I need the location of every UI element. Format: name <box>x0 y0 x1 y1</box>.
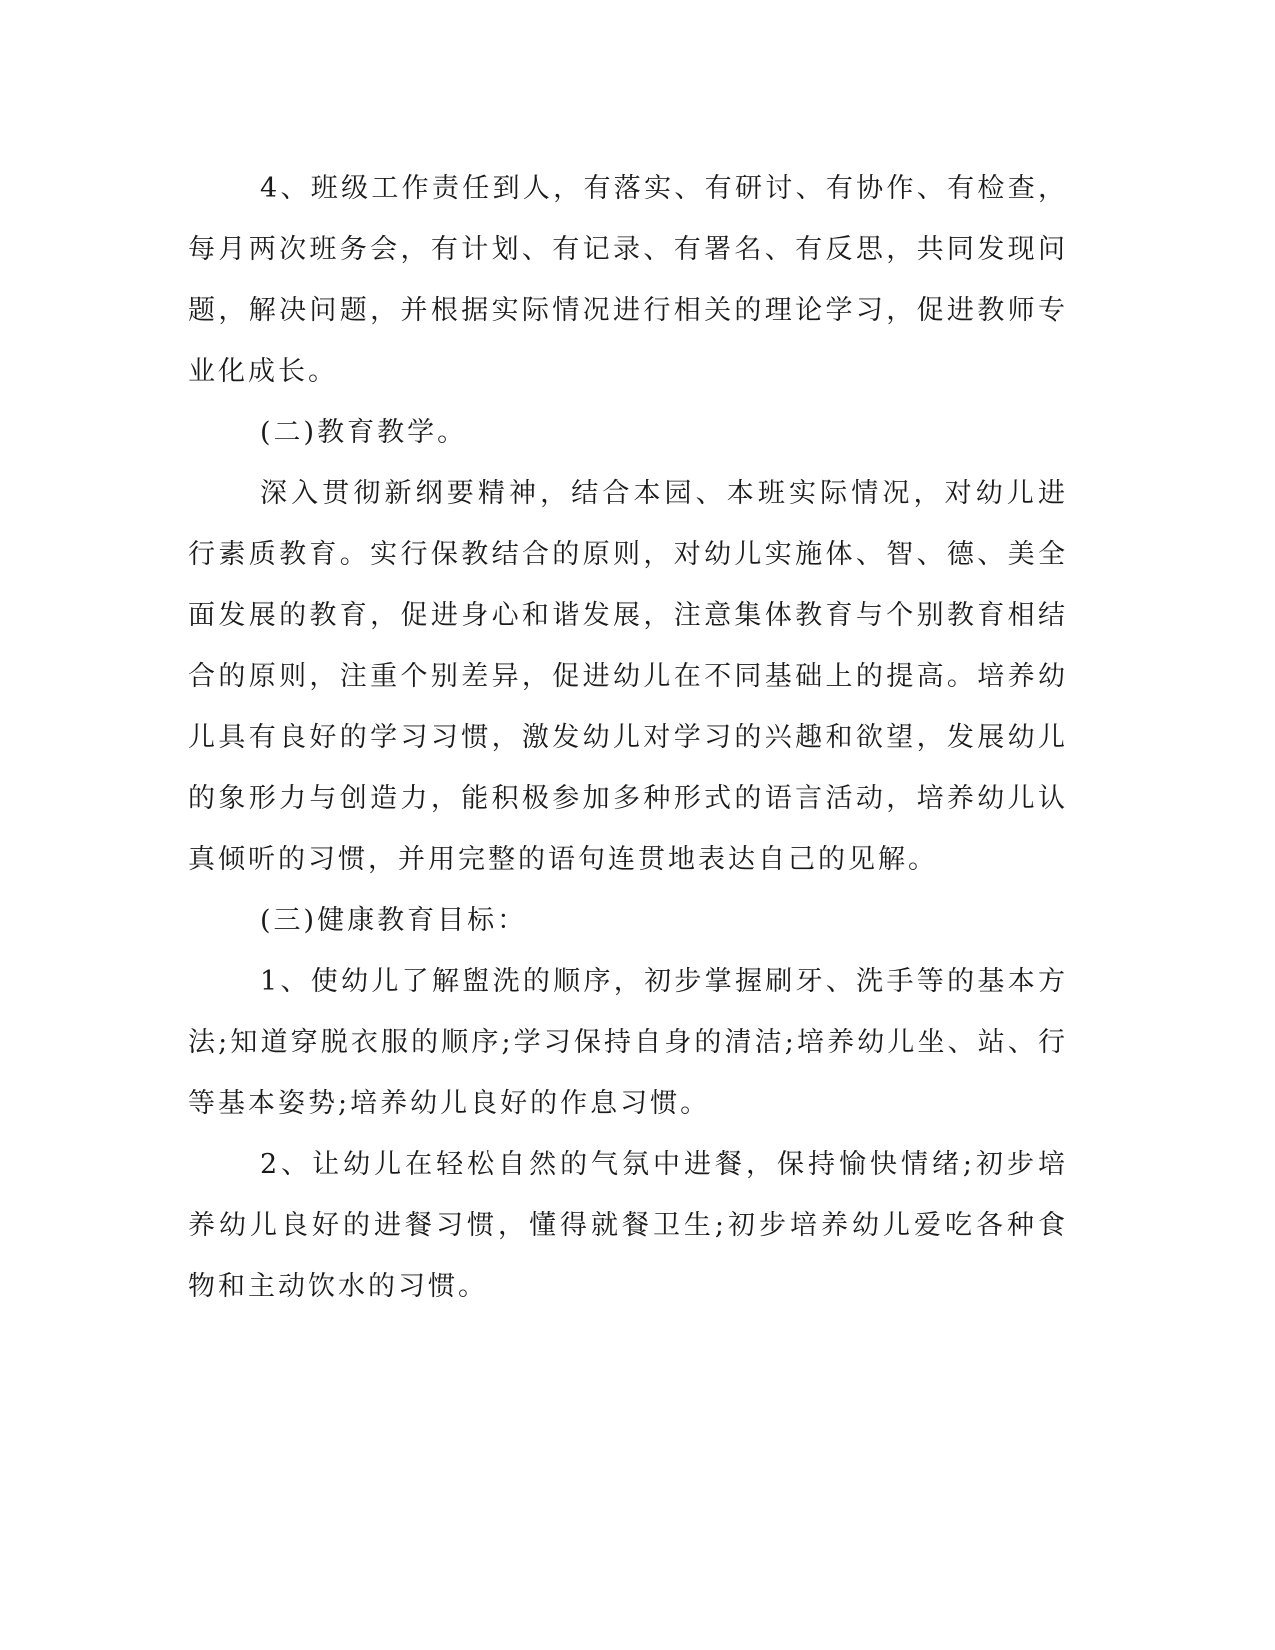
heading-education-teaching: (二)教育教学。 <box>260 417 468 448</box>
paragraph-dining-goals: 2、让幼儿在轻松自然的气氛中进餐，保持愉快情绪;初步培养幼儿良好的进餐习惯，懂得就餐卫生;初步培养幼儿爱吃各种食物和主动饮水的习惯。 <box>188 1149 1068 1302</box>
heading-health-education-goals: (三)健康教育目标： <box>260 905 528 936</box>
paragraph-hygiene-goals: 1、使幼儿了解盥洗的顺序，初步掌握刷牙、洗手等的基本方法;知道穿脱衣服的顺序;学习保持自身的清洁;培养幼儿坐、站、行等基本姿势;培养幼儿良好的作息习惯。 <box>188 966 1068 1119</box>
document-body <box>188 158 1068 1317</box>
paragraph-quality-education: 深入贯彻新纲要精神，结合本园、本班实际情况，对幼儿进行素质教育。实行保教结合的原则，对幼儿实施体、智、德、美全面发展的教育，促进身心和谐发展，注意集体教育与个别教育相结合的原则，注重个别差异，促进幼儿在不同基础上的提高。培养幼儿具有良好的学习习惯，激发幼儿对学习的兴趣和欲望，发展幼儿的象形力与创造力，能积极参加多种形式的语言活动，培养幼儿认真倾听的习惯，并用完整的语句连贯地表达自己的见解。 <box>188 478 1068 875</box>
paragraph-class-work: 4、班级工作责任到人，有落实、有研讨、有协作、有检查，每月两次班务会，有计划、有记录、有署名、有反思，共同发现问题，解决问题，并根据实际情况进行相关的理论学习，促进教师专业化成长。 <box>188 173 1068 387</box>
